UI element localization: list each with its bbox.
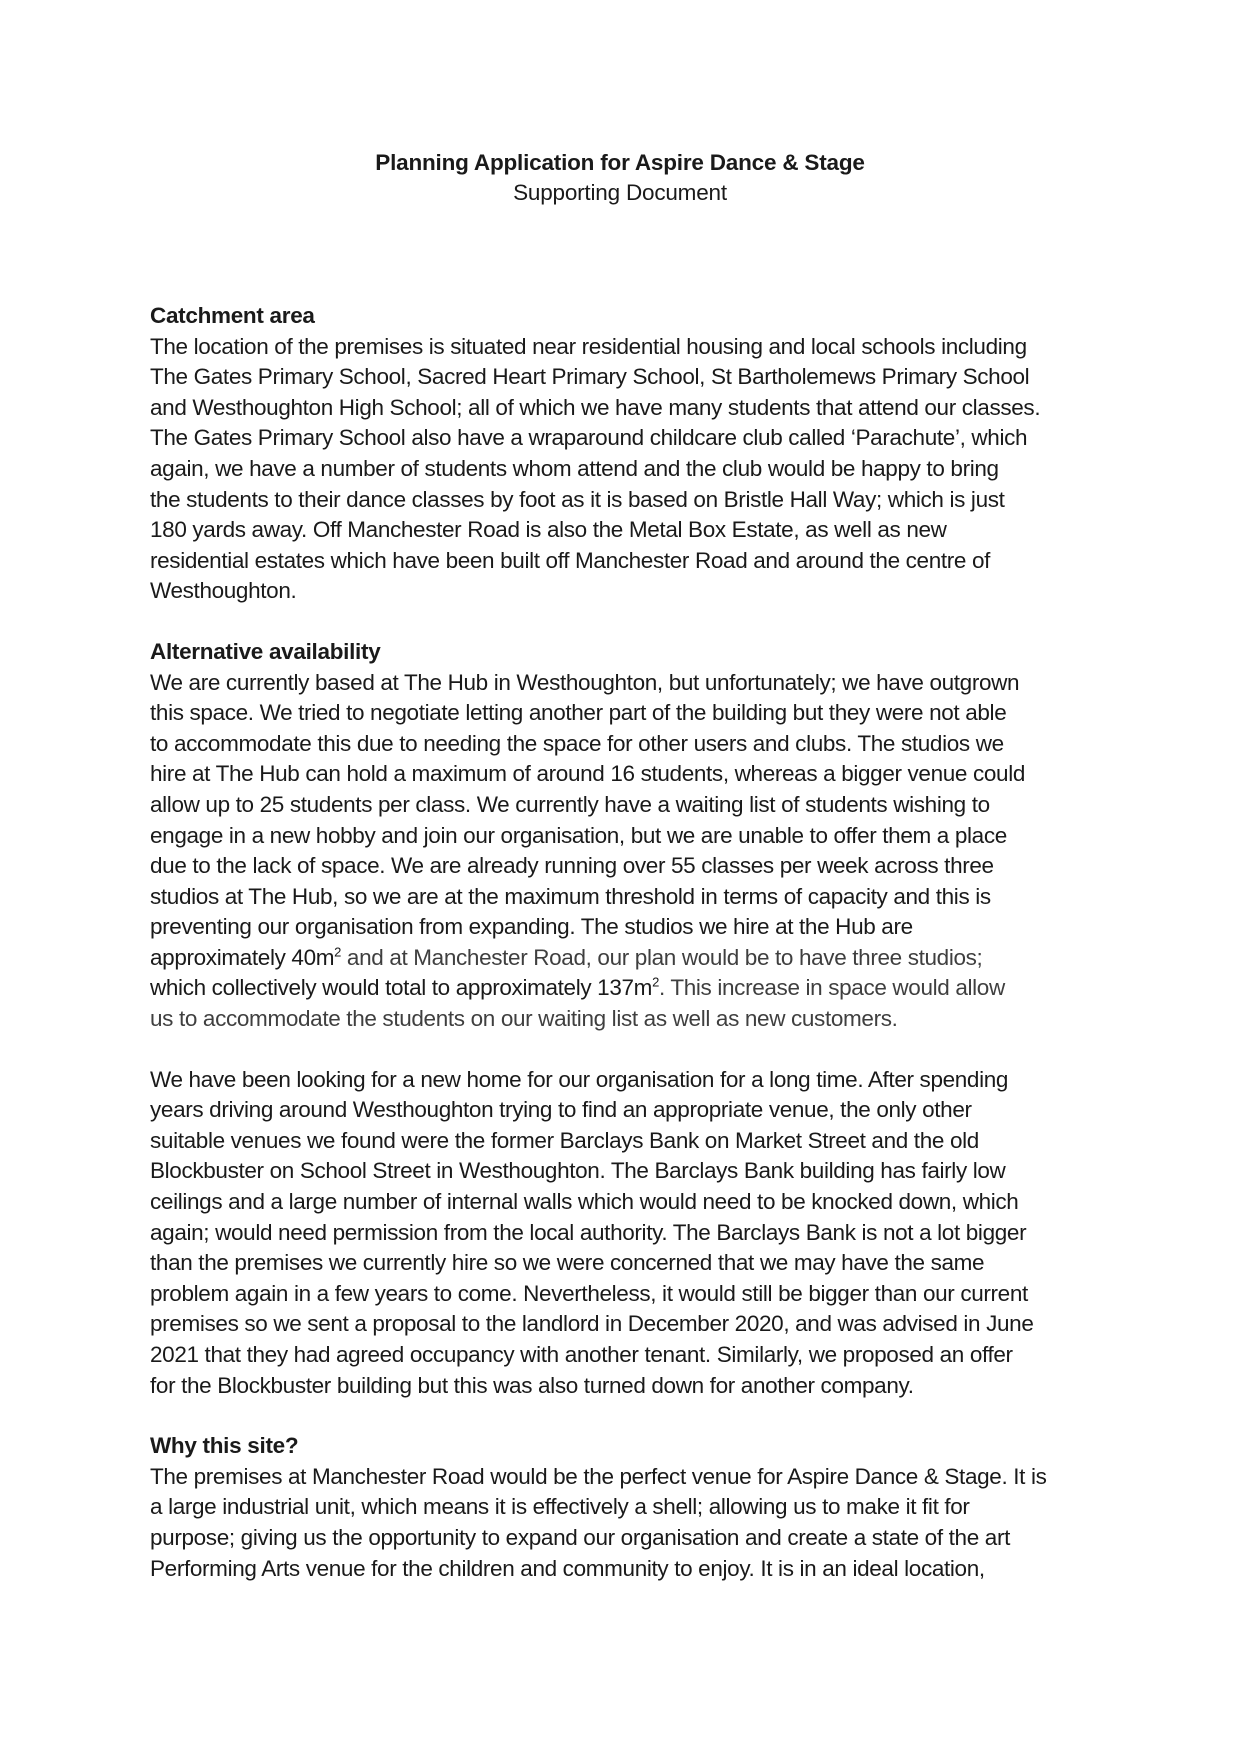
section-alternative-availability xyxy=(150,637,1095,1035)
paragraph-line: engage in a new hobby and join our organisation, but we are unable to offer them a place xyxy=(150,822,1007,848)
paragraph-line: than the premises we currently hire so we were concerned that we may have the same xyxy=(150,1250,985,1276)
paragraph-line: Blockbuster on School Street in Westhoughton. The Barclays Bank building has fairly low xyxy=(150,1158,1006,1184)
paragraph-line: Performing Arts venue for the children and community to enjoy. It is in an ideal location, xyxy=(150,1555,985,1581)
document-body xyxy=(150,301,1095,1614)
paragraph-line: The Gates Primary School, Sacred Heart Primary School, St Bartholemews Primary School xyxy=(150,364,1030,390)
section-venue-search xyxy=(150,1065,1095,1402)
paragraph-line: hire at The Hub can hold a maximum of around 16 students, whereas a bigger venue could xyxy=(150,761,1026,787)
paragraph-line: the students to their dance classes by foot as it is based on Bristle Hall Way; which is just xyxy=(150,486,1005,512)
section-why-this-site xyxy=(150,1431,1095,1584)
area-text-before: approximately 40m xyxy=(150,944,335,970)
paragraph-line: years driving around Westhoughton trying to find an appropriate venue, the only other xyxy=(150,1097,972,1123)
paragraph-line: for the Blockbuster building but this was also turned down for another company. xyxy=(150,1372,914,1398)
paragraph-line: suitable venues we found were the former Barclays Bank on Market Street and the old xyxy=(150,1127,979,1153)
paragraph-line: Westhoughton. xyxy=(150,578,297,604)
paragraph-line: to accommodate this due to needing the space for other users and clubs. The studios we xyxy=(150,730,1004,756)
paragraph-line-area-137 xyxy=(150,973,1095,1004)
paragraph-line: 2021 that they had agreed occupancy with another tenant. Similarly, we proposed an offer xyxy=(150,1342,1013,1367)
paragraph-line: The Gates Primary School also have a wraparound childcare club called ‘Parachute’, which xyxy=(150,425,1028,451)
paragraph-line: residential estates which have been built off Manchester Road and around the centre of xyxy=(150,547,991,573)
paragraph-line: premises so we sent a proposal to the landlord in December 2020, and was advised in June xyxy=(150,1311,1034,1337)
document-subtitle: Supporting Document xyxy=(513,180,727,205)
paragraph-line: purpose; giving us the opportunity to expand our organisation and create a state of the art xyxy=(150,1524,1010,1550)
paragraph-line-area-40 xyxy=(150,943,1095,974)
squared-superscript: 2 xyxy=(334,944,342,960)
section-heading: Catchment area xyxy=(150,303,315,328)
section-heading: Why this site? xyxy=(150,1433,299,1459)
paragraph-line: studios at The Hub, so we are at the maximum threshold in terms of capacity and this is xyxy=(150,883,991,909)
paragraph-line: preventing our organisation from expanding. The studios we hire at the Hub are xyxy=(150,914,913,940)
section-heading: Alternative availability xyxy=(150,638,381,664)
paragraph-line: again; would need permission from the local authority. The Barclays Bank is not a lot bigger xyxy=(150,1219,1027,1245)
area-text-after: and at Manchester Road, our plan would be to have three studios; xyxy=(341,944,983,970)
paragraph-line: The location of the premises is situated near residential housing and local schools including xyxy=(150,333,1027,359)
paragraph-line: The premises at Manchester Road would be the perfect venue for Aspire Dance & Stage. It is xyxy=(150,1463,1047,1489)
area-text-after: . This increase in space would allow xyxy=(658,975,1005,1001)
squared-superscript: 2 xyxy=(652,974,659,990)
area-text-before: which collectively would total to approximately 137m xyxy=(150,975,653,1001)
paragraph-line: problem again in a few years to come. Nevertheless, it would still be bigger than our current xyxy=(150,1280,1028,1306)
paragraph-line: and Westhoughton High School; all of which we have many students that attend our classes. xyxy=(150,394,1041,420)
paragraph-line: We have been looking for a new home for our organisation for a long time. After spending xyxy=(150,1066,1009,1092)
section-catchment-area xyxy=(150,301,1095,607)
document-header xyxy=(0,148,1240,208)
paragraph-line: ceilings and a large number of internal walls which would need to be knocked down, which xyxy=(150,1189,1019,1215)
paragraph-line: again, we have a number of students whom attend and the club would be happy to bring xyxy=(150,455,999,481)
paragraph-line: allow up to 25 students per class. We currently have a waiting list of students wishing to xyxy=(150,791,990,817)
paragraph-line: a large industrial unit, which means it is effectively a shell; allowing us to make it fit for xyxy=(150,1494,970,1520)
paragraph-line: this space. We tried to negotiate letting another part of the building but they were not able xyxy=(150,700,1007,726)
paragraph-line: due to the lack of space. We are already running over 55 classes per week across three xyxy=(150,853,994,879)
paragraph-line: We are currently based at The Hub in Westhoughton, but unfortunately; we have outgrown xyxy=(150,669,1020,695)
document-title: Planning Application for Aspire Dance & Stage xyxy=(375,150,865,175)
paragraph-line: 180 yards away. Off Manchester Road is also the Metal Box Estate, as well as new xyxy=(150,517,947,543)
paragraph-line: us to accommodate the students on our waiting list as well as new customers. xyxy=(150,1006,898,1032)
